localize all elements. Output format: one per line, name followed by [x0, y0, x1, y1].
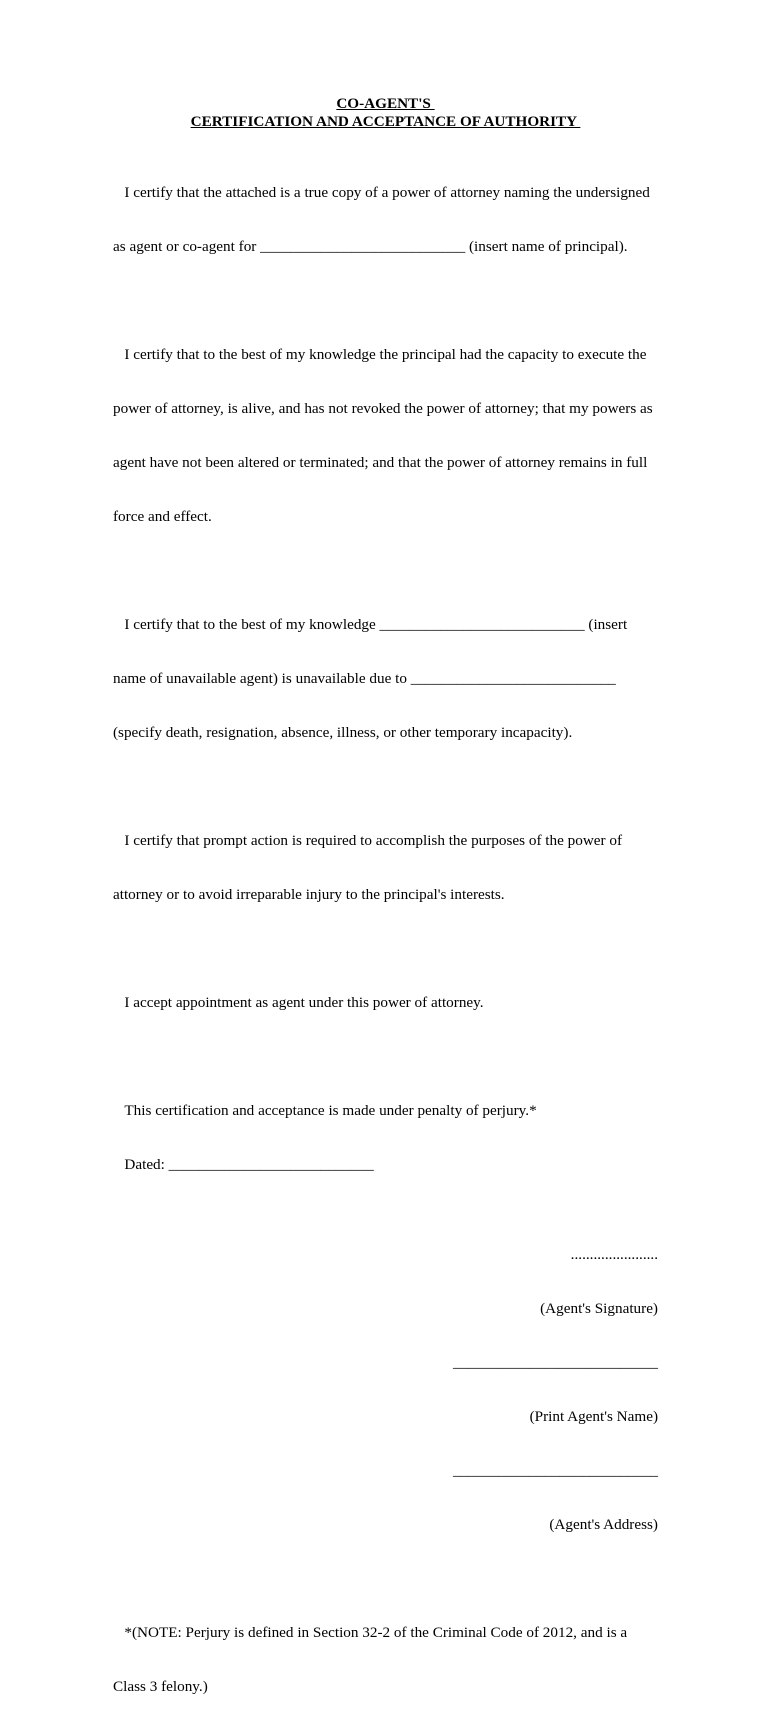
paragraph-line: power of attorney, is alive, and has not revoked the power of attorney; that my powers as	[113, 400, 653, 417]
document-title-line-1: CO-AGENT'S	[336, 95, 435, 112]
print-name-line: ___________________________	[452, 1354, 658, 1371]
paragraph-true-copy	[113, 148, 658, 292]
paragraph-line: agent have not been altered or terminated; and that the power of attorney remains in full	[113, 454, 648, 471]
paragraph-line: (specify death, resignation, absence, illness, or other temporary incapacity).	[113, 724, 573, 741]
paragraph-capacity	[113, 310, 658, 562]
print-name-label: (Print Agent's Name)	[529, 1408, 658, 1425]
paragraph-line: name of unavailable agent) is unavailable due to ___________________________	[113, 670, 616, 687]
note-line: *(NOTE: Perjury is defined in Section 32-2 of the Criminal Code of 2012, and is a	[113, 1624, 628, 1641]
paragraph-line: I certify that prompt action is required to accomplish the purposes of the power of	[113, 832, 623, 849]
dated-line: Dated: ___________________________	[113, 1156, 374, 1173]
paragraph-accept-appointment	[113, 958, 658, 1048]
note-line: Class 3 felony.)	[113, 1678, 208, 1695]
paragraph-line: I certify that to the best of my knowledge the principal had the capacity to execute the	[113, 346, 647, 363]
paragraph-line: This certification and acceptance is made under penalty of perjury.*	[113, 1102, 537, 1119]
paragraph-line: attorney or to avoid irreparable injury to the principal's interests.	[113, 886, 505, 903]
document-page	[113, 95, 658, 1732]
paragraph-unavailable-agent	[113, 580, 658, 778]
signature-dots: .......................	[570, 1246, 658, 1263]
paragraph-line: as agent or co-agent for ___________________________ (insert name of principal).	[113, 238, 628, 255]
paragraph-line: I certify that the attached is a true copy of a power of attorney naming the undersigned	[113, 184, 650, 201]
signature-label: (Agent's Signature)	[540, 1300, 658, 1317]
paragraph-line: force and effect.	[113, 508, 212, 525]
address-line: ___________________________	[452, 1462, 658, 1479]
paragraph-line: I certify that to the best of my knowledge ___________________________ (insert	[113, 616, 628, 633]
paragraph-prompt-action	[113, 796, 658, 940]
paragraph-perjury-dated	[113, 1066, 658, 1210]
perjury-note	[113, 1588, 658, 1732]
signature-block	[113, 1210, 658, 1570]
document-title-line-2: CERTIFICATION AND ACCEPTANCE OF AUTHORITY	[190, 113, 581, 130]
address-label: (Agent's Address)	[549, 1516, 658, 1533]
paragraph-line: I accept appointment as agent under this power of attorney.	[113, 994, 484, 1011]
